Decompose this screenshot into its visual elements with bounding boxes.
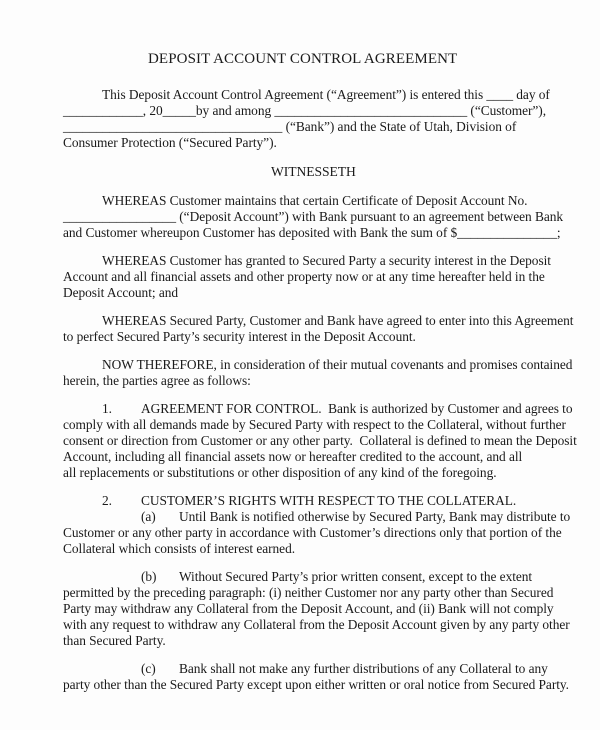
intro-line: Consumer Protection (“Secured Party”). xyxy=(63,135,277,150)
section-heading: CUSTOMER’S RIGHTS WITH RESPECT TO THE COLLATERAL. xyxy=(141,493,517,508)
whereas-line: WHEREAS Secured Party, Customer and Bank have agreed to enter into this Agreement xyxy=(102,313,574,328)
subsection-line: Customer or any other party in accordance with Customer’s directions only that portion of the xyxy=(63,525,562,540)
whereas-line: Deposit Account; and xyxy=(63,285,179,300)
subsection-label: (b) xyxy=(141,569,157,584)
now-therefore-line: herein, the parties agree as follows: xyxy=(63,373,251,388)
intro-line: This Deposit Account Control Agreement (“Agreement”) is entered this ____ day of xyxy=(102,87,550,102)
subsection-lead: Until Bank is notified otherwise by Secured Party, Bank may distribute to xyxy=(179,509,571,524)
whereas-line: to perfect Secured Party’s security interest in the Deposit Account. xyxy=(63,329,416,344)
subsection-line: permitted by the preceding paragraph: (i) neither Customer nor any party other than Secured xyxy=(63,585,554,600)
section-line: consent or direction from Customer or any other party. Collateral is defined to mean the Deposit xyxy=(63,433,577,448)
now-therefore-line: NOW THEREFORE, in consideration of their mutual covenants and promises contained xyxy=(102,357,573,372)
whereas-line: Account and all financial assets and other property now or at any time hereafter held in the xyxy=(63,269,545,284)
section-number: 1. xyxy=(102,401,112,416)
document-title: DEPOSIT ACCOUNT CONTROL AGREEMENT xyxy=(148,51,458,67)
whereas-line: _________________ (“Deposit Account”) with Bank pursuant to an agreement between Bank xyxy=(63,209,564,224)
subsection-lead: Bank shall not make any further distributions of any Collateral to any xyxy=(179,661,548,676)
section-lead: AGREEMENT FOR CONTROL. Bank is authorized by Customer and agrees to xyxy=(141,401,573,416)
intro-line: ____________, 20_____by and among _____________________________ (“Customer”), xyxy=(63,103,547,118)
subsection-line: Party may withdraw any Collateral from the Deposit Account, and (ii) Bank will not comply xyxy=(63,601,554,616)
whereas-line: and Customer whereupon Customer has deposited with Bank the sum of $_______________; xyxy=(63,225,561,240)
section-number: 2. xyxy=(102,493,112,508)
section-line: Account, including all financial assets now or hereafter credited to the account, and all xyxy=(63,449,523,464)
subsection-line: with any request to withdraw any Collateral from the Deposit Account given by any party other xyxy=(63,617,570,632)
whereas-line: WHEREAS Customer maintains that certain Certificate of Deposit Account No. xyxy=(102,193,528,208)
section-line: comply with all demands made by Secured Party with respect to the Collateral, without further xyxy=(63,417,566,432)
whereas-line: WHEREAS Customer has granted to Secured Party a security interest in the Deposit xyxy=(102,253,551,268)
subsection-lead: Without Secured Party’s prior written consent, except to the extent xyxy=(179,569,533,584)
subsection-label: (c) xyxy=(141,661,156,676)
subsection-line: Collateral which consists of interest earned. xyxy=(63,541,296,556)
subsection-label: (a) xyxy=(141,509,156,524)
subsection-line: party other than the Secured Party except upon either written or oral notice from Secured Party. xyxy=(63,677,569,692)
section-line: all replacements or substitutions or other disposition of any kind of the foregoing. xyxy=(63,465,497,480)
intro-line: _________________________________ (“Bank”) and the State of Utah, Division of xyxy=(63,119,517,134)
subsection-line: than Secured Party. xyxy=(63,633,166,648)
witnesseth-heading: WITNESSETH xyxy=(271,164,356,179)
